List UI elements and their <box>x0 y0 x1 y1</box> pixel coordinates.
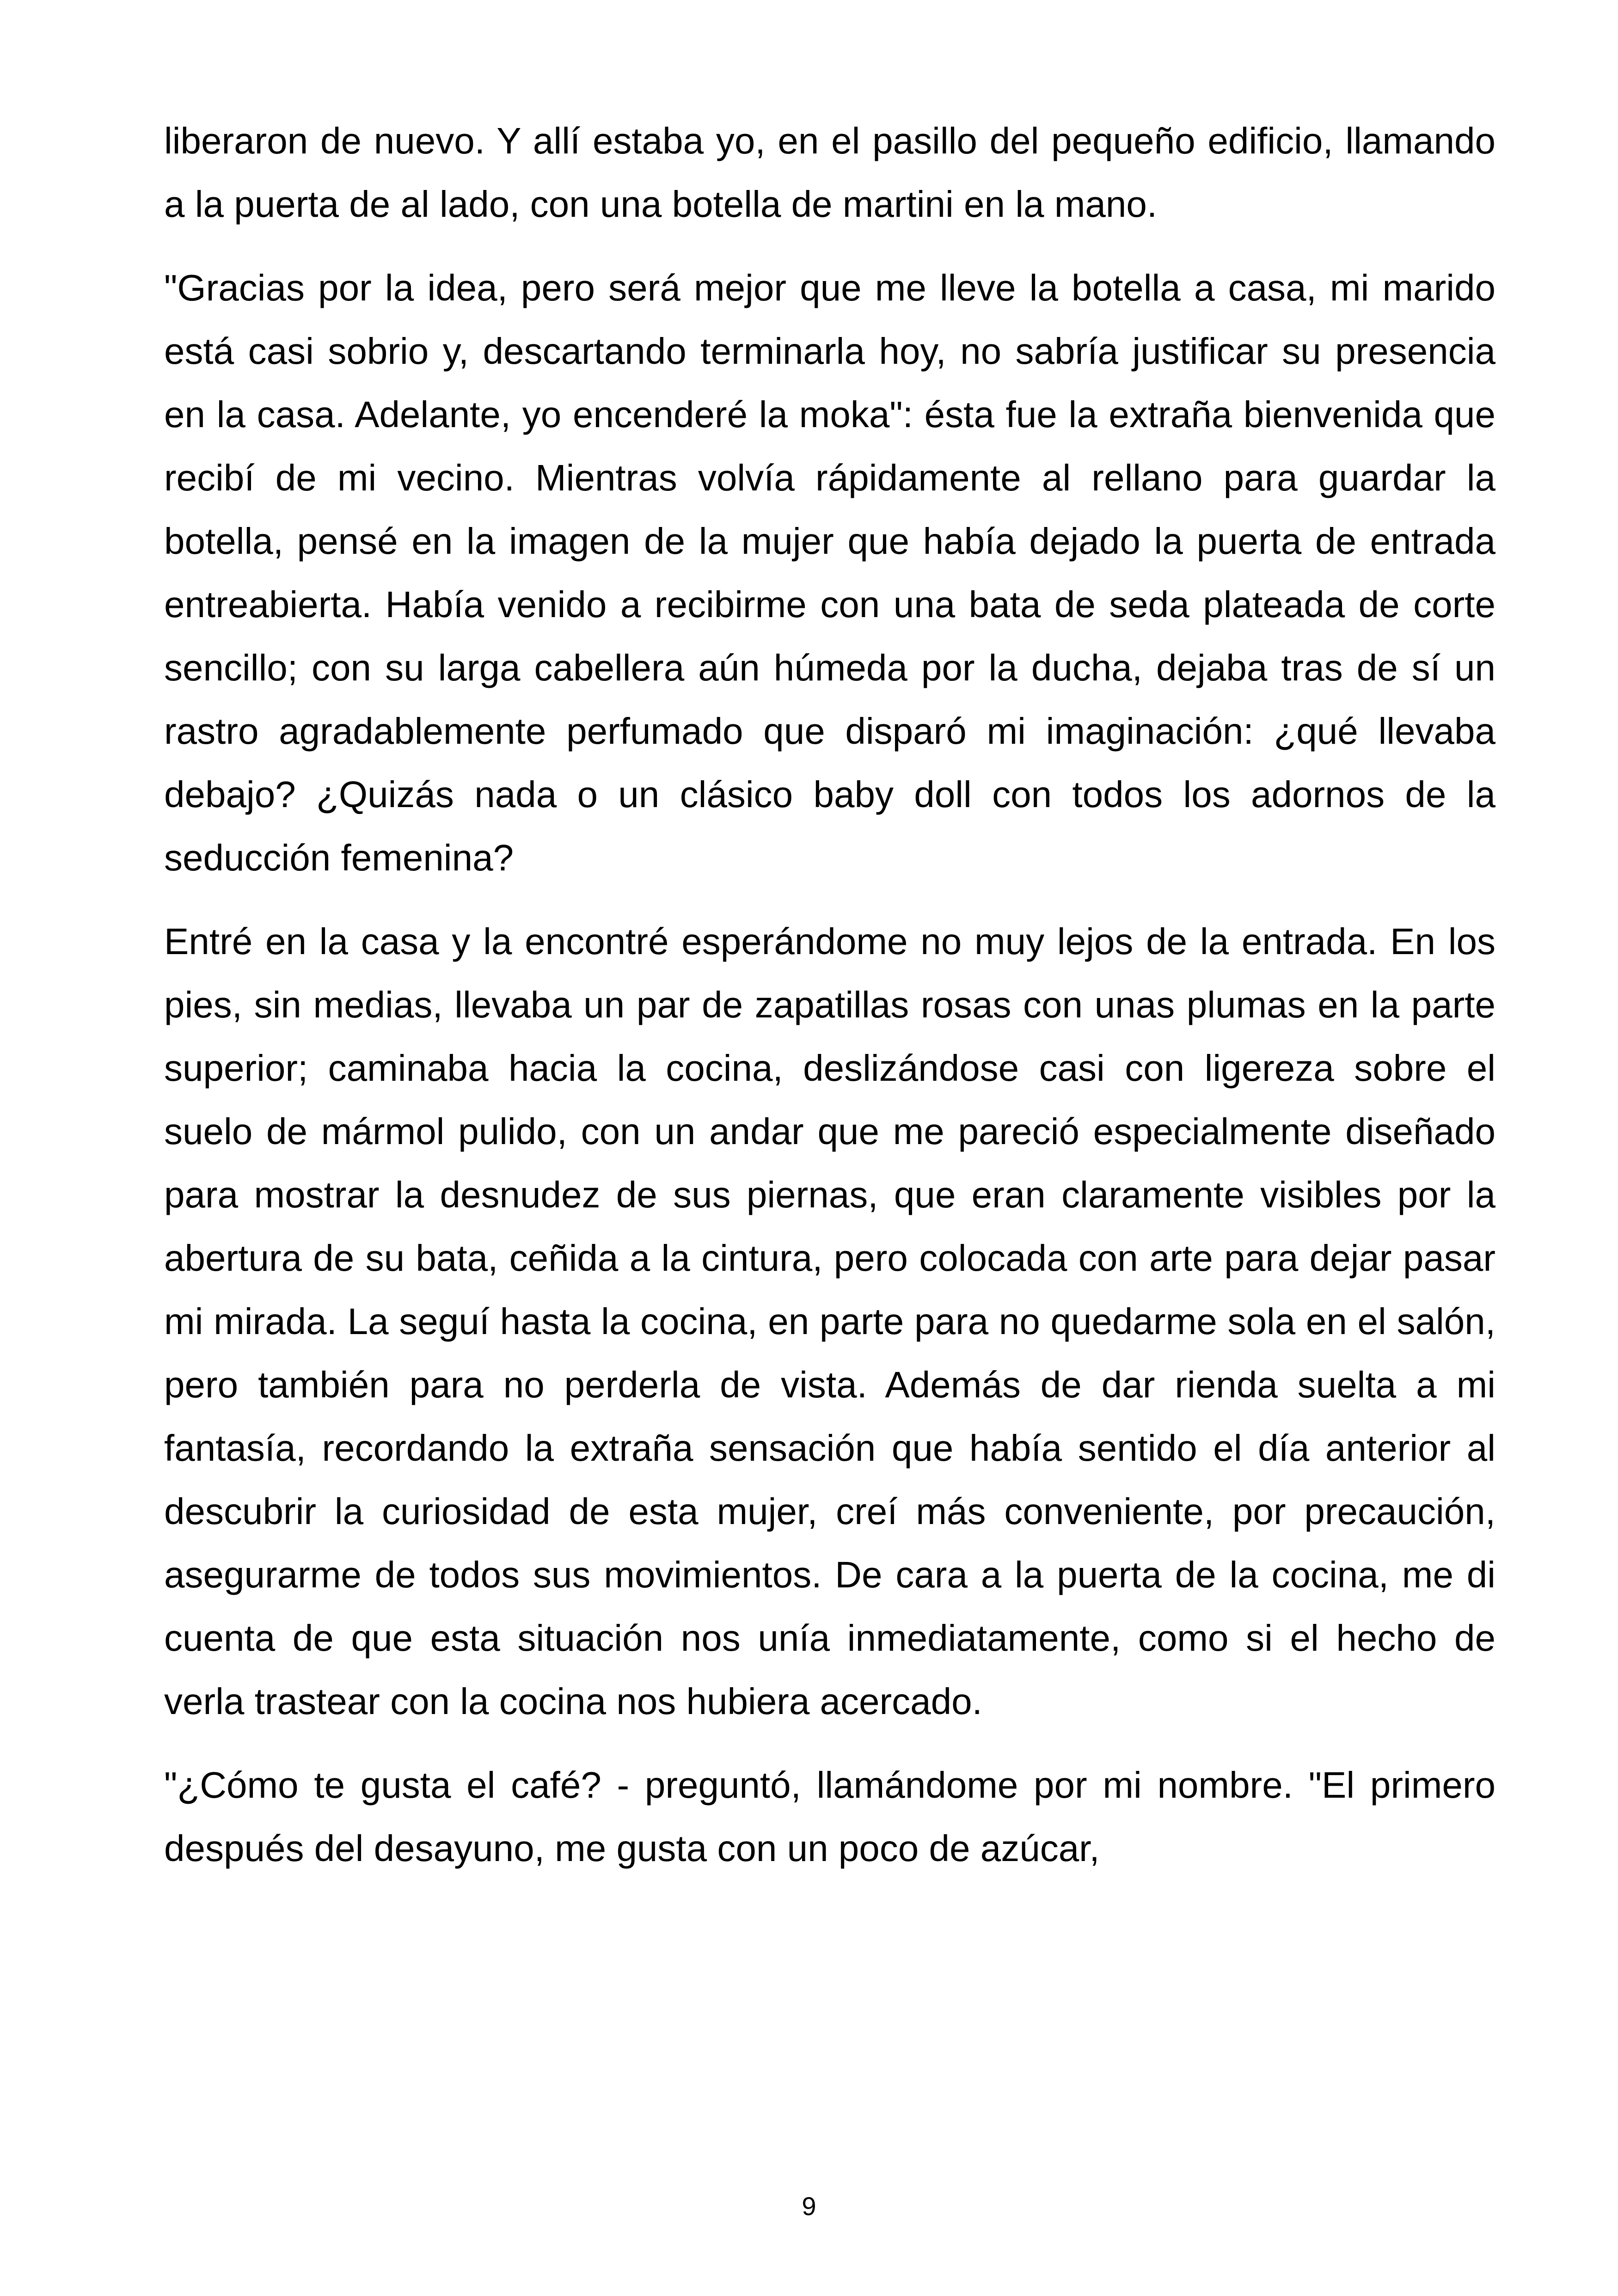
paragraph-3: Entré en la casa y la encontré esperándome no muy lejos de la entrada. En los pies, sin medias, llevaba un par de zapatillas rosas con unas plumas en la parte superior; caminaba hacia la cocina, deslizándose casi con ligereza sobre el suelo de mármol pulido, con un andar que me pareció especialmente diseñado para mostrar la desnudez de sus piernas, que eran claramente visibles por la abertura de su bata, ceñida a la cintura, pero colocada con arte para dejar pasar mi mirada. La seguí hasta la cocina, en parte para no quedarme sola en el salón, pero también para no perderla de vista. Además de dar rienda suelta a mi fantasía, recordando la extraña sensación que había sentido el día anterior al descubrir la curiosidad de esta mujer, creí más conveniente, por precaución, asegurarme de todos sus movimientos. De cara a la puerta de la cocina, me di cuenta de que esta situación nos unía inmediatamente, como si el hecho de verla trastear con la cocina nos hubiera acercado. <box>164 921 1495 1722</box>
paragraph-1: liberaron de nuevo. Y allí estaba yo, en el pasillo del pequeño edificio, llamando a la puerta de al lado, con una botella de martini en la mano. <box>164 120 1495 225</box>
paragraph-4: "¿Cómo te gusta el café? - preguntó, llamándome por mi nombre. "El primero después del desayuno, me gusta con un poco de azúcar, <box>164 1764 1495 1869</box>
body-text <box>164 109 1495 1880</box>
paragraph-2: "Gracias por la idea, pero será mejor que me lleve la botella a casa, mi marido está casi sobrio y, descartando terminarla hoy, no sabría justificar su presencia en la casa. Adelante, yo encenderé la moka": ésta fue la extraña bienvenida que recibí de mi vecino. Mientras volvía rápidamente al rellano para guardar la botella, pensé en la imagen de la mujer que había dejado la puerta de entrada entreabierta. Había venido a recibirme con una bata de seda plateada de corte sencillo; con su larga cabellera aún húmeda por la ducha, dejaba tras de sí un rastro agradablemente perfumado que disparó mi imaginación: ¿qué llevaba debajo? ¿Quizás nada o un clásico baby doll con todos los adornos de la seducción femenina? <box>164 267 1495 878</box>
page-number: 9 <box>802 2192 816 2221</box>
